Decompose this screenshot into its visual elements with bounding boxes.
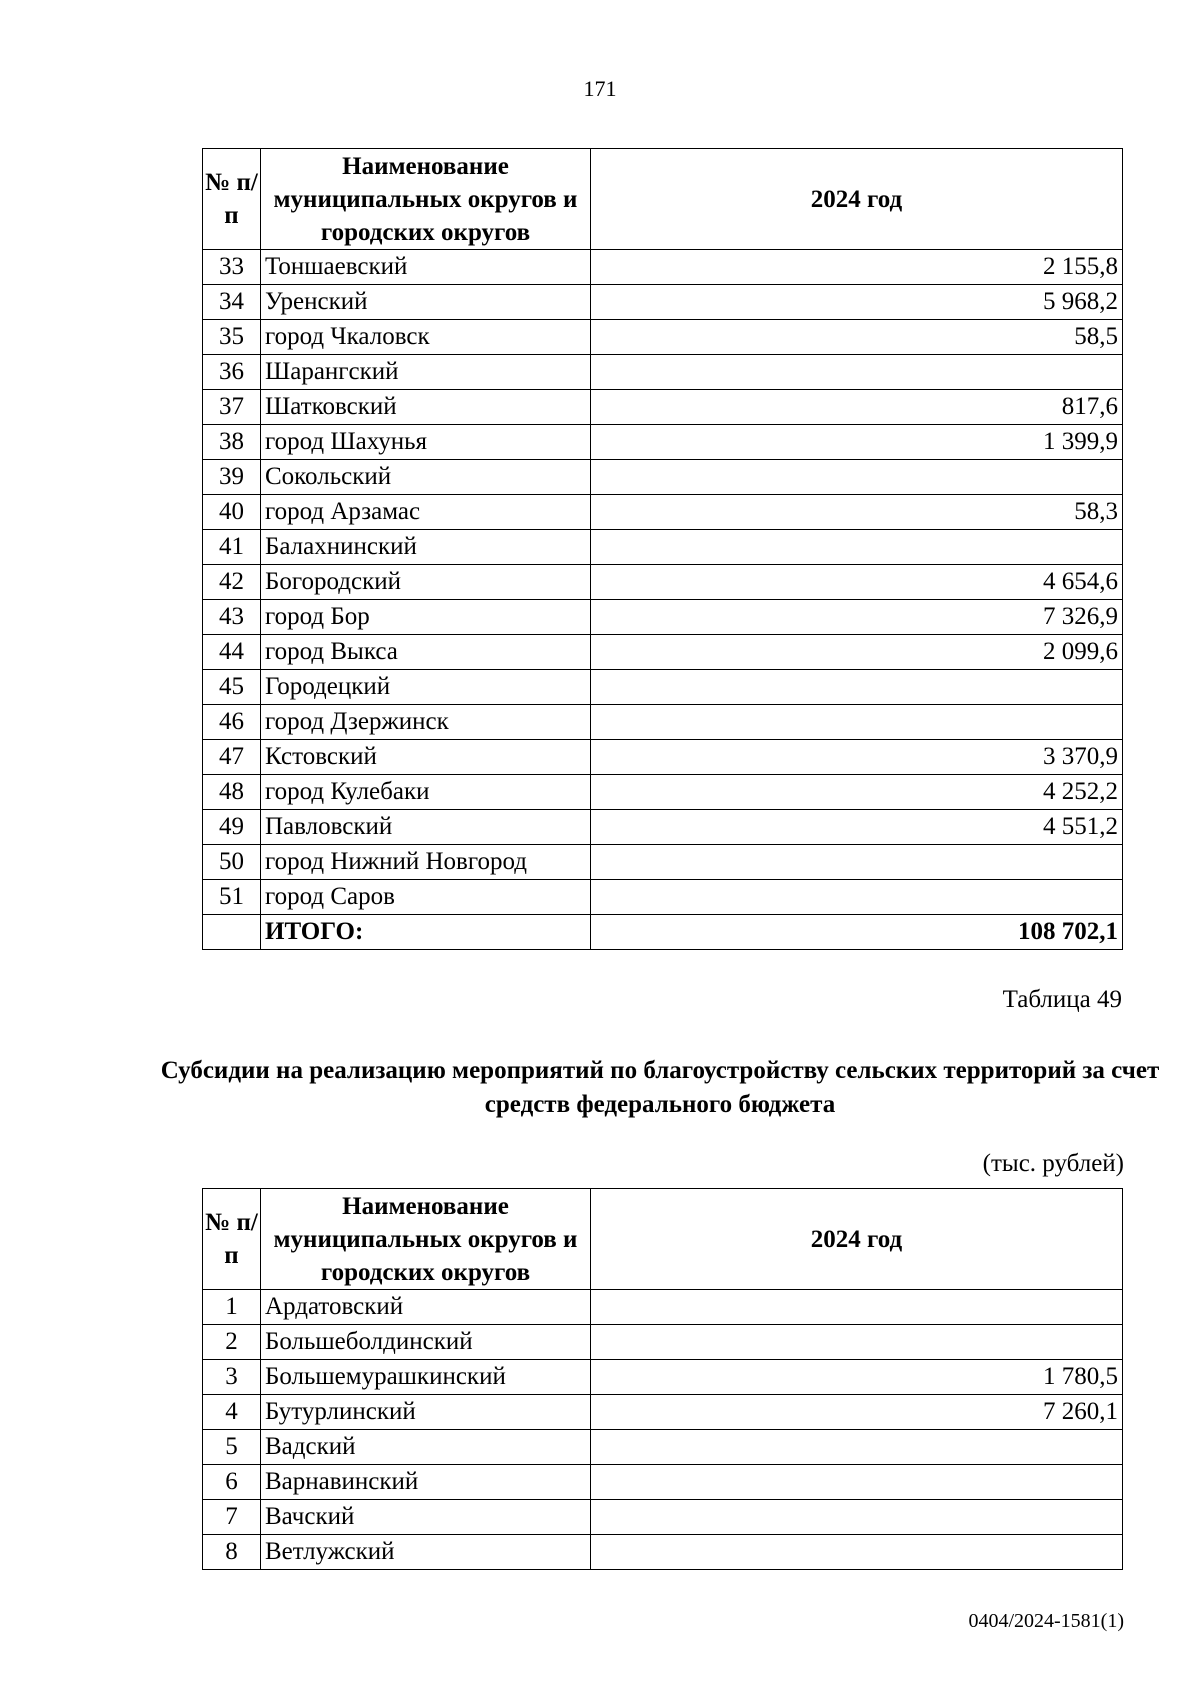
table-row bbox=[203, 810, 1123, 845]
table-row bbox=[203, 1360, 1123, 1395]
row-value bbox=[591, 880, 1123, 915]
table-row bbox=[203, 1465, 1123, 1500]
row-name: город Кулебаки bbox=[261, 775, 591, 810]
table-title: Субсидии на реализацию мероприятий по благоустройству сельских территорий за счет средств федерального бюджета bbox=[160, 1057, 1160, 1118]
table-row bbox=[203, 845, 1123, 880]
row-value: 1 399,9 bbox=[591, 425, 1123, 460]
header-name: Наименование муниципальных округов и городских округов bbox=[261, 1189, 591, 1290]
row-name: Ардатовский bbox=[261, 1290, 591, 1325]
row-value bbox=[591, 1535, 1123, 1570]
row-value: 2 155,8 bbox=[591, 250, 1123, 285]
row-number: 34 bbox=[203, 285, 261, 320]
row-value bbox=[591, 1325, 1123, 1360]
row-name: Тоншаевский bbox=[261, 250, 591, 285]
units-label: (тыс. рублей) bbox=[982, 1150, 1124, 1177]
row-name: Бутурлинский bbox=[261, 1395, 591, 1430]
row-name: город Нижний Новгород bbox=[261, 845, 591, 880]
total-row bbox=[203, 915, 1123, 950]
table-49 bbox=[202, 1188, 1123, 1570]
row-name: Большеболдинский bbox=[261, 1325, 591, 1360]
row-name: Шарангский bbox=[261, 355, 591, 390]
row-number: 50 bbox=[203, 845, 261, 880]
row-name: город Бор bbox=[261, 600, 591, 635]
row-value bbox=[591, 705, 1123, 740]
table-row bbox=[203, 530, 1123, 565]
row-value bbox=[591, 1500, 1123, 1535]
table-row bbox=[203, 250, 1123, 285]
total-value: 108 702,1 bbox=[591, 915, 1123, 950]
table-row bbox=[203, 600, 1123, 635]
table-row bbox=[203, 1500, 1123, 1535]
row-number: 6 bbox=[203, 1465, 261, 1500]
row-number: 38 bbox=[203, 425, 261, 460]
header-number: № п/п bbox=[203, 1189, 261, 1290]
row-name: Ветлужский bbox=[261, 1535, 591, 1570]
row-number: 51 bbox=[203, 880, 261, 915]
row-value: 2 099,6 bbox=[591, 635, 1123, 670]
row-name: Вадский bbox=[261, 1430, 591, 1465]
table-continuation bbox=[202, 148, 1123, 950]
row-name: город Шахунья bbox=[261, 425, 591, 460]
row-number: 44 bbox=[203, 635, 261, 670]
row-number: 49 bbox=[203, 810, 261, 845]
header-year: 2024 год bbox=[591, 1189, 1123, 1290]
document-code: 0404/2024-1581(1) bbox=[968, 1610, 1124, 1632]
row-value bbox=[591, 845, 1123, 880]
table-header-row bbox=[203, 149, 1123, 250]
row-number: 35 bbox=[203, 320, 261, 355]
row-value: 3 370,9 bbox=[591, 740, 1123, 775]
row-name: Сокольский bbox=[261, 460, 591, 495]
row-name: Городецкий bbox=[261, 670, 591, 705]
row-name: Балахнинский bbox=[261, 530, 591, 565]
row-name: Уренский bbox=[261, 285, 591, 320]
table-row bbox=[203, 355, 1123, 390]
row-value: 4 654,6 bbox=[591, 565, 1123, 600]
row-name: Варнавинский bbox=[261, 1465, 591, 1500]
header-year: 2024 год bbox=[591, 149, 1123, 250]
row-number: 1 bbox=[203, 1290, 261, 1325]
row-number: 37 bbox=[203, 390, 261, 425]
row-value bbox=[591, 1430, 1123, 1465]
row-name: город Выкса bbox=[261, 635, 591, 670]
row-value: 817,6 bbox=[591, 390, 1123, 425]
row-number: 36 bbox=[203, 355, 261, 390]
table-row bbox=[203, 1395, 1123, 1430]
row-value: 4 551,2 bbox=[591, 810, 1123, 845]
table-row bbox=[203, 460, 1123, 495]
row-number: 3 bbox=[203, 1360, 261, 1395]
header-number: № п/п bbox=[203, 149, 261, 250]
table-row bbox=[203, 1535, 1123, 1570]
table-row bbox=[203, 495, 1123, 530]
table-header-row bbox=[203, 1189, 1123, 1290]
row-number: 42 bbox=[203, 565, 261, 600]
row-name: город Арзамас bbox=[261, 495, 591, 530]
row-name: Шатковский bbox=[261, 390, 591, 425]
row-value bbox=[591, 1290, 1123, 1325]
table-body bbox=[203, 250, 1123, 950]
row-value: 58,5 bbox=[591, 320, 1123, 355]
row-value bbox=[591, 355, 1123, 390]
row-number: 7 bbox=[203, 1500, 261, 1535]
row-number: 2 bbox=[203, 1325, 261, 1360]
table-row bbox=[203, 740, 1123, 775]
row-number: 47 bbox=[203, 740, 261, 775]
table-body bbox=[203, 1290, 1123, 1570]
row-number: 48 bbox=[203, 775, 261, 810]
row-number: 46 bbox=[203, 705, 261, 740]
table-row bbox=[203, 1290, 1123, 1325]
table-row bbox=[203, 565, 1123, 600]
table-row bbox=[203, 775, 1123, 810]
row-value bbox=[591, 670, 1123, 705]
header-name: Наименование муниципальных округов и городских округов bbox=[261, 149, 591, 250]
row-number: 43 bbox=[203, 600, 261, 635]
total-number-cell bbox=[203, 915, 261, 950]
row-name: Павловский bbox=[261, 810, 591, 845]
row-number: 33 bbox=[203, 250, 261, 285]
row-value: 5 968,2 bbox=[591, 285, 1123, 320]
table-row bbox=[203, 635, 1123, 670]
row-value: 58,3 bbox=[591, 495, 1123, 530]
row-name: Богородский bbox=[261, 565, 591, 600]
table-row bbox=[203, 1430, 1123, 1465]
row-name: город Саров bbox=[261, 880, 591, 915]
table-row bbox=[203, 880, 1123, 915]
row-number: 4 bbox=[203, 1395, 261, 1430]
row-name: Вачский bbox=[261, 1500, 591, 1535]
row-number: 5 bbox=[203, 1430, 261, 1465]
table-row bbox=[203, 285, 1123, 320]
row-value: 7 326,9 bbox=[591, 600, 1123, 635]
row-number: 41 bbox=[203, 530, 261, 565]
row-name: город Дзержинск bbox=[261, 705, 591, 740]
row-name: Большемурашкинский bbox=[261, 1360, 591, 1395]
table-row bbox=[203, 705, 1123, 740]
row-number: 39 bbox=[203, 460, 261, 495]
row-number: 8 bbox=[203, 1535, 261, 1570]
page-number: 171 bbox=[583, 76, 617, 101]
row-value: 4 252,2 bbox=[591, 775, 1123, 810]
row-value: 1 780,5 bbox=[591, 1360, 1123, 1395]
table-row bbox=[203, 320, 1123, 355]
row-number: 40 bbox=[203, 495, 261, 530]
row-name: Кстовский bbox=[261, 740, 591, 775]
total-label: ИТОГО: bbox=[261, 915, 591, 950]
table-row bbox=[203, 670, 1123, 705]
row-number: 45 bbox=[203, 670, 261, 705]
row-value bbox=[591, 1465, 1123, 1500]
table-row bbox=[203, 1325, 1123, 1360]
row-value: 7 260,1 bbox=[591, 1395, 1123, 1430]
row-value bbox=[591, 530, 1123, 565]
row-value bbox=[591, 460, 1123, 495]
table-row bbox=[203, 425, 1123, 460]
table-row bbox=[203, 390, 1123, 425]
row-name: город Чкаловск bbox=[261, 320, 591, 355]
table-label: Таблица 49 bbox=[1002, 986, 1122, 1013]
